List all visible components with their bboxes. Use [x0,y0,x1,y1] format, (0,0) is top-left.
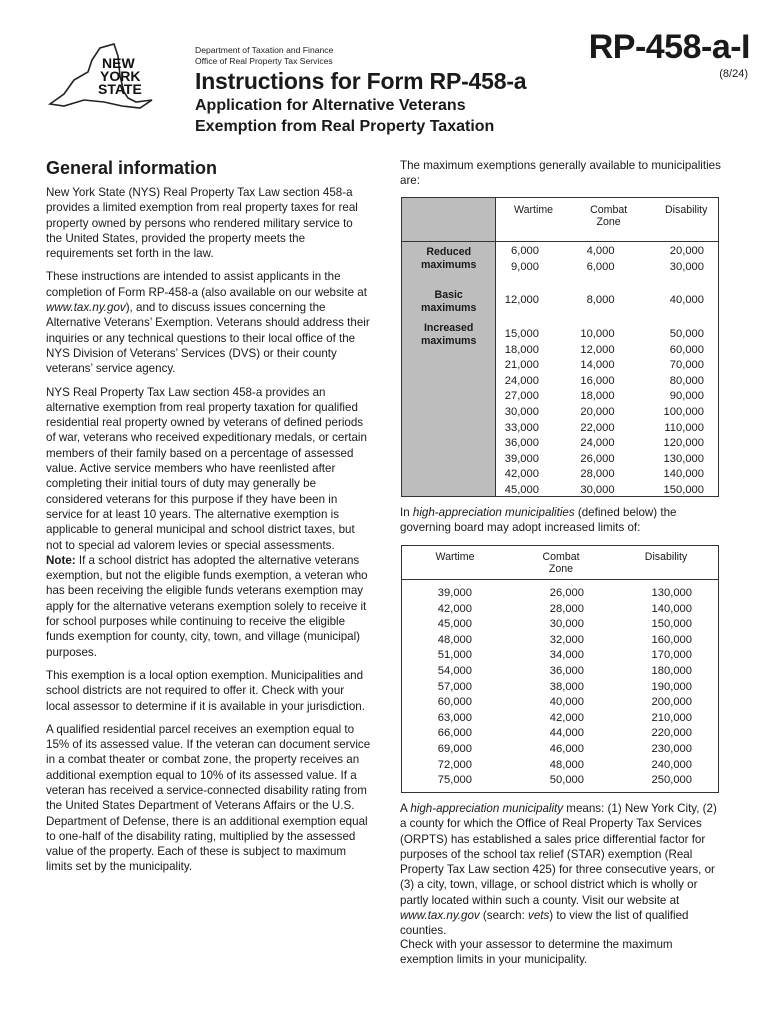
paragraph-intro: New York State (NYS) Real Property Tax Law section 458-a provides a limited exemption from real property taxes for real property owned by persons who rendered military service to the United States, provided the property meets the requirements set forth in the law. [46,186,358,261]
column-wartime: 39,000 42,000 45,000 48,000 51,000 54,000 57,000 60,000 63,000 66,000 69,000 72,000 75,000 [437,587,472,787]
logo-word-york: YORK [100,68,141,84]
form-id: RP-458-a-I [588,28,750,66]
cell-disability: 50,000 60,000 70,000 80,000 90,000 100,000 110,000 120,000 130,000 140,000 150,000 [663,328,704,496]
text-segment: NYS Real Property Tax Law section 458-a provides an alternative exemption from real property taxation for qualified residential real property owned by veterans of defined periods of war, veterans who received expeditionary medals, or certain members of their family based on a percentage of assessed value. Active service members who have reenlisted after completing their initial tours of duty may generally be considered veterans for this purpose if they have been in service for at least 10 years. The alternative exemption is applicable to general municipal and school district taxes, but not to special ad valorem levies or special assessments. [46,385,367,552]
office-name: Office of Real Property Tax Services [195,56,333,66]
left-column [46,158,371,883]
logo-word-new: NEW [102,55,135,71]
table-header [402,198,718,242]
cell-wartime: 12,000 [504,294,539,306]
cell-combat: 10,000 12,000 14,000 16,000 18,000 20,000 22,000 24,000 26,000 28,000 30,000 [580,328,615,496]
text-segment: means: (1) New York City, (2) a county for which the Office of Real Property Tax Services (ORPTS) has established a sales price differential factor for purposes of the school tax relief (STAR) exemption (Real Property Tax Law section 425) for three consecutive years, or (3) a city, town, village, or school district which is wholly or partly located within such a county. Visit our website at [400,802,717,907]
cell-combat: 8,000 [586,294,615,306]
subtitle-line-1: Application for Alternative Veterans [195,97,466,114]
paragraph-purpose [46,269,371,376]
page-subtitle [195,95,595,137]
subtitle-line-2: Exemption from Real Property Taxation [195,118,495,135]
text-segment: ) to view the list of qualified counties. [400,909,689,938]
note-label: Note: [46,553,76,567]
paragraph-law [46,385,371,660]
header-combat-zone: Combat Zone [542,551,580,575]
row-label: Increased maximums [402,320,496,496]
text-segment: (search: [479,909,529,923]
row-label: Reduced maximums [402,242,496,284]
header-wartime: Wartime [514,204,554,216]
note-text: If a school district has adopted the alternative veterans exemption, but not the eligible funds exemption, a veteran who has been receiving the eligible funds veterans exemption may apply for the alternative veterans exemption solely to receive it for school purposes while continuing to receive the eligible funds exemption for county, city, town, and village (municipal) purposes. [46,553,368,659]
max-exemptions-table [401,197,719,497]
header-disability: Disability [665,204,708,216]
emphasis-term: high-appreciation municipality [410,802,564,815]
paragraph-closing: Check with your assessor to determine the maximum exemption limits in your municipality. [400,938,673,967]
search-term: vets [528,909,550,923]
cell-disability: 20,000 30,000 [669,245,704,273]
cell-wartime: 6,000 9,000 [510,245,539,273]
header-wartime: Wartime [435,551,475,563]
header-combat-zone: Combat Zone [590,204,628,228]
section-heading: General information [46,158,218,178]
table2-intro [400,505,720,536]
text-segment: These instructions are intended to assist applicants in the completion of Form RP-458-a (also available on our website at [46,270,367,299]
paragraph-qualified: A qualified residential parcel receives an exemption equal to 15% of its assessed value. If the veteran can document service in a combat theater or combat zone, the property receives an additional exemption equal to 10% of its assessed value. If a veteran has received a service-connected disability rating from the United States Department of Veterans Affairs or the U.S. Department of Defense, there is an additional exemption equal to one-half of the disability rating, multiplied by the assessed value of the property. Each of these is subject to maximum limits set by the municipality. [46,722,371,874]
cell-combat: 4,000 6,000 [586,245,615,273]
page-title: Instructions for Form RP-458-a [195,68,527,94]
column-combat: 26,000 28,000 30,000 32,000 34,000 36,000 38,000 40,000 42,000 44,000 46,000 48,000 50,000 [549,587,584,787]
nys-logo [44,42,156,112]
cell-disability: 40,000 [669,294,704,306]
paragraph-definition [400,801,722,939]
text-segment: A [400,802,411,815]
row-label: Basic maximums [402,284,496,320]
logo-word-state: STATE [98,81,142,97]
table-row [402,320,718,496]
header-blank [402,198,496,241]
text-segment: In [400,506,413,519]
paragraph-local-option: This exemption is a local option exemption. Municipalities and school districts are not required to offer it. Check with your local assessor to determine if it is available in your jurisdiction. [46,668,365,713]
cell-wartime: 15,000 18,000 21,000 24,000 27,000 30,000 33,000 36,000 39,000 42,000 45,000 [504,328,539,496]
revision-date: (8/24) [719,68,748,80]
text-segment: ), and to discuss issues concerning the Alternative Veterans’ Exemption. Veterans should address their inquiries or any technical questions to their local office of the NYS Division of Veterans’ Services (DVS) or their county veterans’ service agency. [46,301,370,376]
high-appreciation-table [401,545,719,793]
emphasis-term: high-appreciation municipalities [412,506,575,519]
table-row [402,242,718,284]
header-disability: Disability [644,551,688,563]
website-link[interactable]: www.tax.ny.gov [46,301,126,315]
website-link[interactable]: www.tax.ny.gov [400,909,480,923]
column-disability: 130,000 140,000 150,000 160,000 170,000 180,000 190,000 200,000 210,000 220,000 230,000 240,000 250,000 [651,587,692,787]
table-header [402,546,718,580]
department-name: Department of Taxation and Finance [195,45,334,55]
text-segment: (defined below) the governing board may adopt increased limits of: [400,506,677,535]
right-column-intro [400,158,722,189]
department-block [195,45,333,67]
table-row [402,284,718,320]
table1-intro: The maximum exemptions generally available to municipalities are: [400,159,721,188]
table-body [402,580,718,792]
